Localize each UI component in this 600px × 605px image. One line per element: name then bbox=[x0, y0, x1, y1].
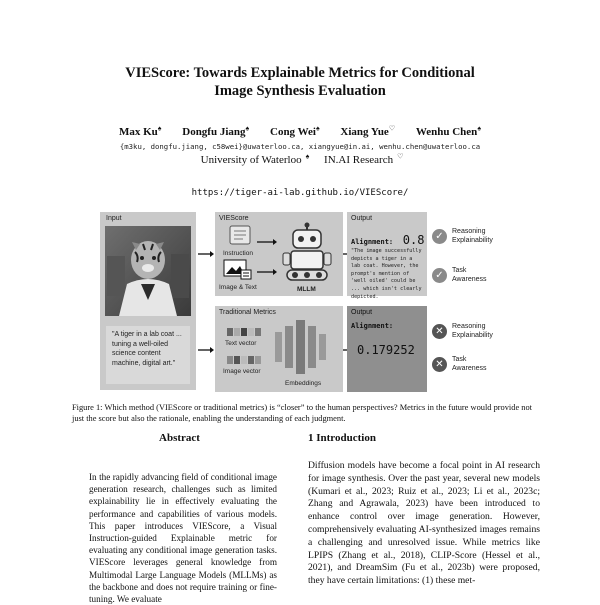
paper-title bbox=[40, 64, 560, 100]
text-vector-label: Text vector bbox=[225, 340, 257, 347]
author: Xiang Yue♡ bbox=[340, 124, 396, 138]
mllm-label: MLLM bbox=[297, 286, 316, 293]
image-icon bbox=[223, 259, 253, 281]
image-vector-label: Image vector bbox=[223, 368, 261, 375]
author: Dongfu Jiang♠ bbox=[182, 124, 250, 138]
image-text-label: Image & Text bbox=[219, 284, 257, 291]
tiger-image bbox=[105, 226, 191, 316]
traditional-value: 0.179252 bbox=[357, 343, 415, 357]
viescore-value: 0.8 bbox=[402, 233, 425, 247]
check-icon: ✓ bbox=[432, 268, 447, 283]
author-list bbox=[40, 124, 560, 138]
output-label: Output bbox=[351, 215, 373, 222]
input-arrows bbox=[196, 209, 214, 395]
prompt-text: "A tiger in a lab coat ... tuning a well-oiled science content machine, digital art." bbox=[112, 331, 182, 367]
traditional-output-panel bbox=[347, 306, 427, 392]
viescore-panel bbox=[215, 212, 343, 296]
input-label: Input bbox=[106, 215, 122, 222]
badge-label: Reasoning Explainability bbox=[452, 228, 493, 244]
figure-caption: Figure 1: Which method (VIEScore or traditional metrics) is “closer” to the human perspectives? Metrics in the future would provide not just the score but also the rationale, enabling the understanding of each judgment. bbox=[72, 403, 532, 423]
abstract-heading: Abstract bbox=[159, 432, 200, 444]
alignment-row bbox=[351, 229, 424, 248]
title-line-2: Image Synthesis Evaluation bbox=[214, 83, 386, 99]
viescore-badge-2 bbox=[432, 264, 502, 286]
author: Max Ku♠ bbox=[118, 124, 162, 138]
embedding-bars bbox=[275, 318, 337, 376]
badge-label: Reasoning Explainability bbox=[452, 323, 493, 339]
traditional-metrics-panel bbox=[215, 306, 343, 392]
check-icon: ✓ bbox=[432, 229, 447, 244]
affiliation: IN.AI Research ♡ bbox=[324, 152, 404, 166]
viescore-label: VIEScore bbox=[219, 215, 249, 222]
instruction-label: Instruction bbox=[223, 250, 253, 257]
cross-icon: ✕ bbox=[432, 357, 447, 372]
author: Cong Wei♠ bbox=[270, 124, 320, 138]
robot-icon bbox=[279, 222, 335, 284]
introduction-heading: 1 Introduction bbox=[308, 432, 376, 444]
author-emails: {m3ku, dongfu.jiang, c58wei}@uwaterloo.ca, xiangyue@in.ai, wenhu.chen@uwaterloo.ca bbox=[119, 142, 481, 151]
prompt-box bbox=[106, 326, 190, 384]
title-line-1: VIEScore: Towards Explainable Metrics for Conditional bbox=[125, 65, 475, 81]
alignment-label-2: Alignment: bbox=[351, 322, 394, 330]
project-url[interactable]: https://tiger-ai-lab.github.io/VIEScore/ bbox=[191, 188, 409, 198]
image-vector-icon bbox=[227, 356, 261, 364]
text-vector-icon bbox=[227, 328, 261, 336]
affiliation: University of Waterloo ♠ bbox=[200, 152, 310, 166]
traditional-badge-2 bbox=[432, 353, 502, 375]
figure-1 bbox=[100, 209, 502, 395]
output-label-2: Output bbox=[351, 309, 373, 316]
embeddings-label: Embeddings bbox=[285, 380, 322, 387]
traditional-badge-1 bbox=[432, 320, 502, 342]
author: Wenhu Chen♠ bbox=[415, 124, 482, 138]
abstract-text: In the rapidly advancing field of conditional image generation research, challenges such as limited explainability lie in effectively evaluating the performance and capabilities of various models. This paper introduces VIEScore, a Visual Instruction-guided Explainable metric for evaluating any conditional image generation tasks. VIEScore leverages general knowledge from Multimodal Large Language Models (MLLMs) as the backbone and does not require training or fine-tuning. We evaluate bbox=[89, 472, 277, 605]
scroll-icon bbox=[227, 224, 253, 246]
badge-label: Task Awareness bbox=[452, 356, 487, 372]
viescore-badge-1 bbox=[432, 225, 502, 247]
badge-label: Task Awareness bbox=[452, 267, 487, 283]
cross-icon: ✕ bbox=[432, 324, 447, 339]
panel-arrows bbox=[255, 232, 279, 282]
affiliations bbox=[40, 152, 560, 166]
introduction-text: Diffusion models have become a focal point in AI research for image synthesis. Over the past year, several new models (Kumari et al., 2023; Ruiz et al., 2023; Li et al., 2023c; Zhang and Agrawala, 2023) have been introduced to enhance control over image generation. However, comprehensively evaluating AI-synthesized images remains a challenging and unresolved issue. While metrics like LPIPS (Zhang et al., 2018), CLIP-Score (Hessel et al., 2021), and DreamSim (Fu et al., 2023b) were proposed, they have certain limitations: (1) these met- bbox=[308, 460, 540, 587]
alignment-label: Alignment: bbox=[351, 238, 394, 246]
input-panel bbox=[100, 212, 196, 390]
rationale-text: "The image successfully depicts a tiger in a lab coat. However, the prompt's mention of 'well oiled' could be ... which isn't clearly depicted. bbox=[351, 248, 422, 300]
viescore-output-panel bbox=[347, 212, 427, 300]
traditional-label: Traditional Metrics bbox=[219, 309, 276, 316]
